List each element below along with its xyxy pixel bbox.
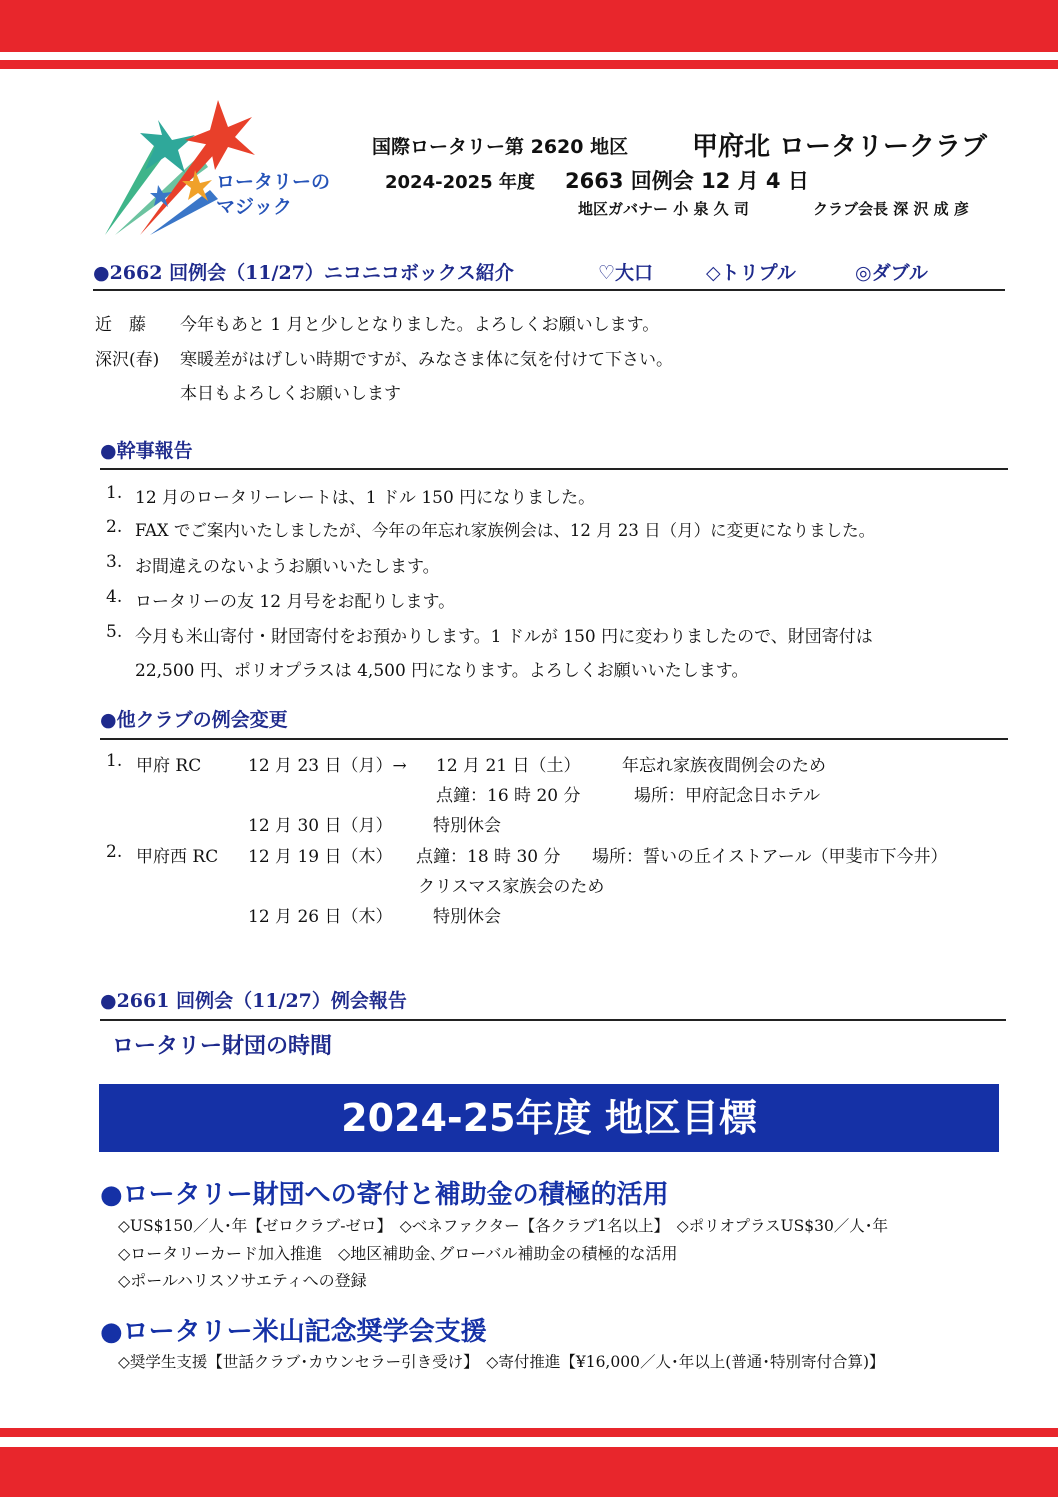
club-name: 甲府北 ロータリークラブ [692, 132, 988, 162]
club2-reason: クリスマス家族会のため [418, 877, 605, 897]
nico-row-text: 寒暖差がはげしい時期ですが、みなさま体に気を付けて下さい。 [180, 350, 673, 370]
goal-foundation-item: ◇ポールハリスソサエティへの登録 [118, 1271, 367, 1290]
logo-text-line1: ロータリーの [216, 171, 331, 193]
report-subtitle: ロータリー財団の時間 [112, 1034, 333, 1059]
club1-closure: 特別休会 [433, 816, 501, 836]
club2-date2: 12 月 26 日（木） [248, 907, 393, 927]
club1-num: 1. [106, 751, 123, 771]
logo-text-line2: マジック [216, 196, 293, 218]
kanji-section-title: ●幹事報告 [100, 440, 193, 462]
kanji-num: 4. [106, 587, 123, 607]
goal-foundation-item: ◇ロータリーカード加入推進 ◇地区補助金､グローバル補助金の積極的な活用 [118, 1244, 678, 1263]
top-band [0, 0, 1058, 52]
bottom-stripe [0, 1428, 1058, 1437]
kanji-num: 3. [106, 552, 123, 572]
club1-place: 場所：甲府記念日ホテル [634, 786, 821, 806]
kanji-text: 12 月のロータリーレートは、1 ドル 150 円になりました。 [135, 488, 596, 508]
meeting-number: 2663 回例会 12 月 4 日 [565, 169, 809, 193]
kanji-text: 22,500 円、ポリオプラスは 4,500 円になります。よろしくお願いいたします。 [135, 661, 749, 681]
governor-name: 地区ガバナー 小 泉 久 司 [578, 200, 749, 218]
club2-num: 2. [106, 842, 123, 862]
club1-date-to: 12 月 21 日（土） [436, 756, 581, 776]
others-section-title: ●他クラブの例会変更 [100, 709, 288, 731]
kanji-num: 5. [106, 622, 123, 642]
fiscal-year: 2024-2025 年度 [385, 172, 535, 193]
kanji-num: 1. [106, 483, 123, 503]
club2-closure: 特別休会 [433, 907, 501, 927]
club2-name: 甲府西 RC [136, 847, 219, 867]
legend-double: ◎ダブル [855, 262, 928, 284]
club2-bell: 点鐘：18 時 30 分 [416, 847, 561, 867]
goal-foundation-item: ◇US$150／人･年【ゼロクラブ-ゼロ】 ◇ベネファクター【各クラブ1名以上】 ◇ポリオプラスUS$30／人･年 [118, 1217, 889, 1235]
club1-date2: 12 月 30 日（月） [248, 816, 393, 836]
kanji-rule [100, 468, 1008, 470]
club1-reason: 年忘れ家族夜間例会のため [622, 756, 826, 776]
district-name: 国際ロータリー第 2620 地区 [372, 136, 629, 158]
report-rule [100, 1019, 1006, 1021]
legend-big: ♡大口 [598, 262, 654, 284]
others-rule [100, 738, 1008, 740]
kanji-text: FAX でご案内いたしましたが、今年の年忘れ家族例会は、12 月 23 日（月）に変更になりました。 [135, 521, 876, 540]
nico-row-name: 近 藤 [95, 315, 146, 335]
club2-place: 場所：誓いの丘イストアール（甲斐市下今井） [592, 847, 948, 867]
nico-section-title: ●2662 回例会（11/27）ニコニコボックス紹介 [93, 262, 514, 284]
kanji-text: お間違えのないようお願いいたします。 [135, 557, 440, 577]
rotary-magic-logo [100, 95, 350, 245]
legend-triple: ◇トリプル [706, 262, 796, 284]
club2-date: 12 月 19 日（木） [248, 847, 393, 867]
goal-foundation-heading: ●ロータリー財団への寄付と補助金の積極的活用 [100, 1180, 669, 1210]
nico-rule [93, 289, 1005, 291]
club1-name: 甲府 RC [136, 756, 202, 776]
nico-row-text: 本日もよろしくお願いします [180, 384, 401, 404]
nico-row-name: 深沢(春) [95, 350, 160, 370]
kanji-num: 2. [106, 517, 123, 537]
district-goals-banner: 2024-25年度 地区目標 [99, 1084, 999, 1152]
club1-date-from: 12 月 23 日（月）→ [248, 756, 407, 776]
bottom-band [0, 1447, 1058, 1497]
report-section-title: ●2661 回例会（11/27）例会報告 [100, 990, 407, 1012]
nico-row-text: 今年もあと 1 月と少しとなりました。よろしくお願いします。 [180, 315, 660, 335]
goal-yoneyama-heading: ●ロータリー米山記念奨学会支援 [100, 1317, 487, 1347]
kanji-text: 今月も米山寄付・財団寄付をお預かりします。1 ドルが 150 円に変わりましたので、財団寄付は [135, 627, 873, 647]
top-stripe [0, 60, 1058, 69]
club1-bell: 点鐘：16 時 20 分 [436, 786, 581, 806]
president-name: クラブ会長 深 沢 成 彦 [813, 200, 969, 218]
kanji-text: ロータリーの友 12 月号をお配りします。 [135, 592, 456, 612]
goal-yoneyama-item: ◇奨学生支援【世話クラブ･カウンセラー引き受け】 ◇寄付推進【¥16,000／人･年以上(普通･特別寄付合算)】 [118, 1353, 885, 1371]
